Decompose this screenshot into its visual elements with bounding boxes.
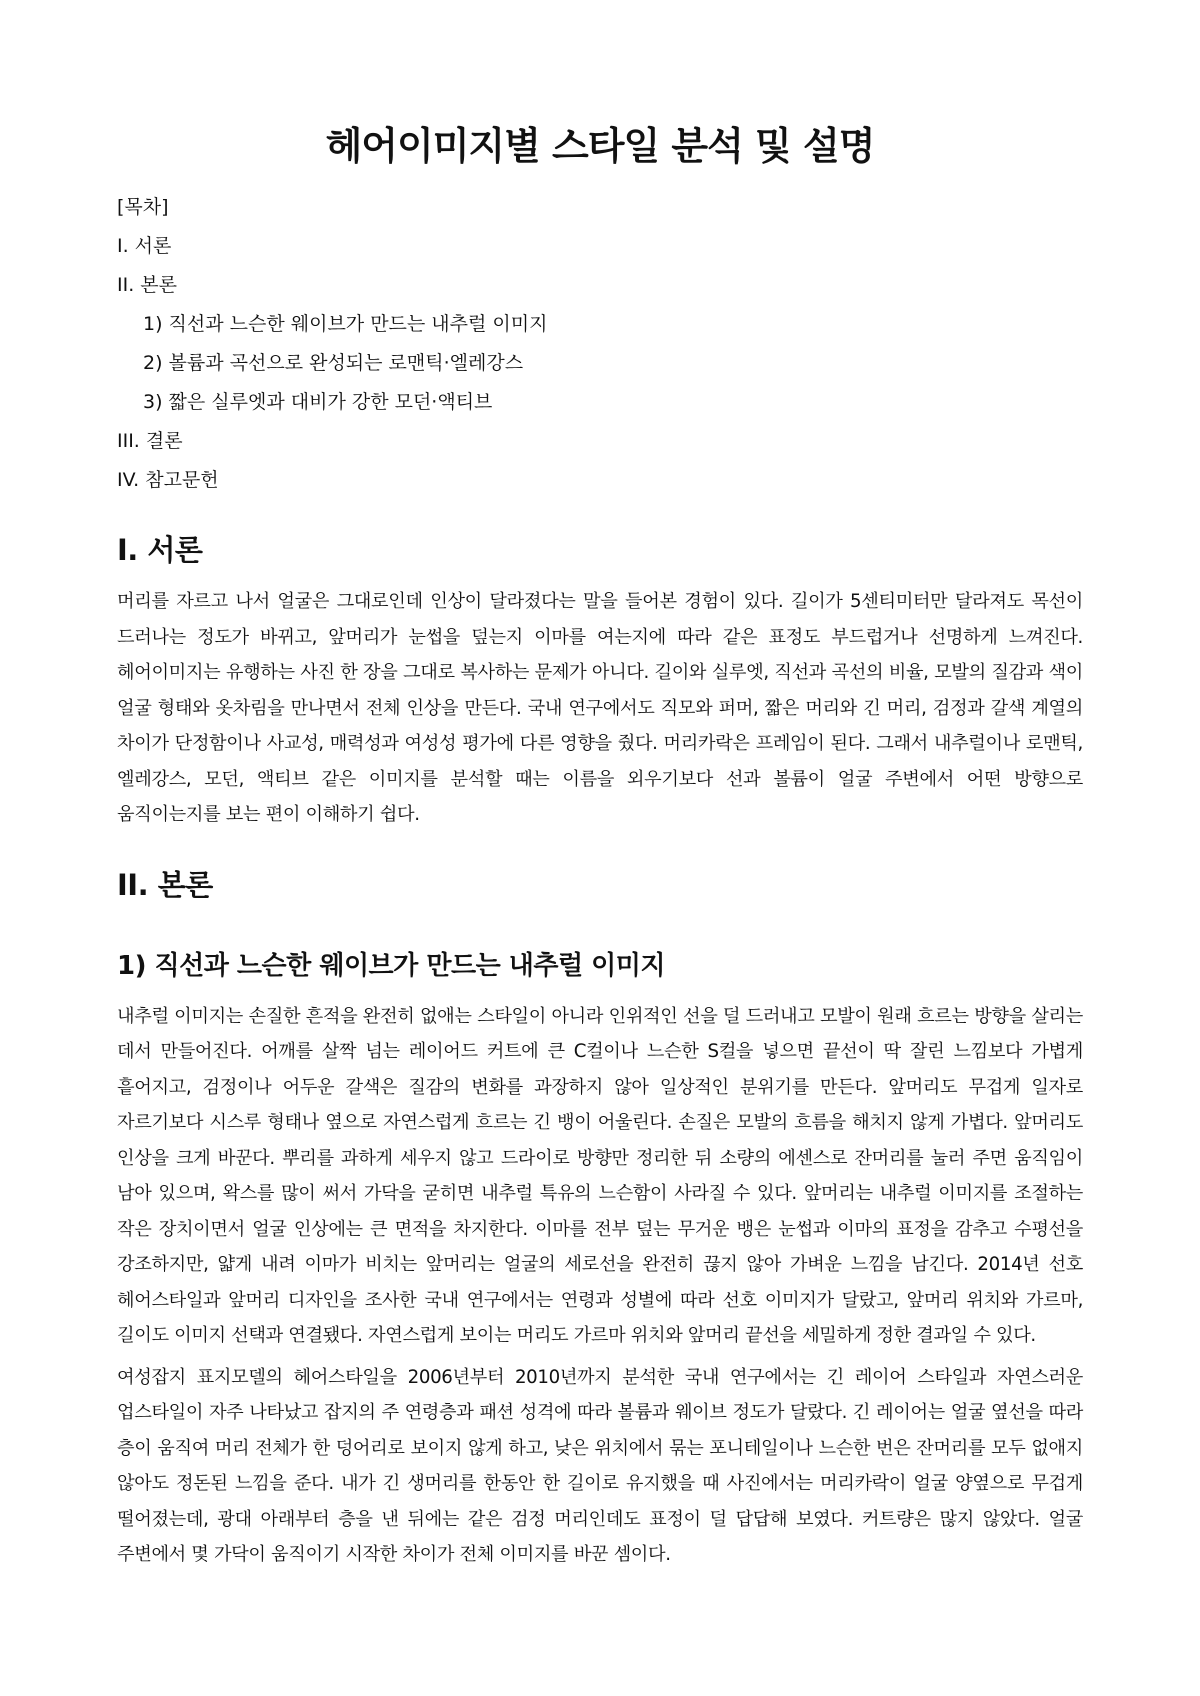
toc-label: [목차]: [117, 196, 169, 218]
intro-paragraph: 머리를 자르고 나서 얼굴은 그대로인데 인상이 달라졌다는 말을 들어본 경험이 있다. 길이가 5센티미터만 달라져도 목선이 드러나는 정도가 바뀌고, 앞머리가 눈썹을 덮는지 이마를 여는지에 따라 같은 표정도 부드럽거나 선명하게 느껴진다. 헤어이미지는 유행하는 사진 한 장을 그대로 복사하는 문제가 아니다. 길이와 실루엣, 직선과 곡선의 비율, 모발의 질감과 색이 얼굴 형태와 옷차림을 만나면서 전체 인상을 만든다. 국내 연구에서도 직모와 퍼머, 짧은 머리와 긴 머리, 검정과 갈색 계열의 차이가 단정함이나 사교성, 매력성과 여성성 평가에 다른 영향을 줬다. 머리카락은 프레임이 된다. 그래서 내추럴이나 로맨틱, 엘레강스, 모던, 액티브 같은 이미지를 분석할 때는 이름을 외우기보다 선과 볼륨이 얼굴 주변에서 어떤 방향으로 움직이는지를 보는 편이 이해하기 쉽다.: [117, 591, 1083, 825]
body-heading: II. 본론: [117, 867, 213, 902]
natural-image-paragraph-2: 여성잡지 표지모델의 헤어스타일을 2006년부터 2010년까지 분석한 국내 연구에서는 긴 레이어 스타일과 자연스러운 업스타일이 자주 나타났고 잡지의 주 연령층과 패션 성격에 따라 볼륨과 웨이브 정도가 달랐다. 긴 레이어는 얼굴 옆선을 따라 층이 움직여 머리 전체가 한 덩어리로 보이지 않게 하고, 낮은 위치에서 묶는 포니테일이나 느슨한 번은 잔머리를 모두 없애지 않아도 정돈된 느낌을 준다. 내가 긴 생머리를 한동안 한 길이로 유지했을 때 사진에서는 머리카락이 얼굴 양옆으로 무겁게 떨어졌는데, 광대 아래부터 층을 낸 뒤에는 같은 검정 머리인데도 표정이 덜 답답해 보였다. 커트량은 많지 않았다. 얼굴 주변에서 몇 가닥이 움직이기 시작한 차이가 전체 이미지를 바꾼 셈이다.: [117, 1366, 1083, 1565]
toc-item-intro: I. 서론: [117, 235, 172, 257]
natural-image-paragraph-1: 내추럴 이미지는 손질한 흔적을 완전히 없애는 스타일이 아니라 인위적인 선을 덜 드러내고 모발이 원래 흐르는 방향을 살리는 데서 만들어진다. 어깨를 살짝 넘는 레이어드 커트에 큰 C컬이나 느슨한 S컬을 넣으면 끝선이 딱 잘린 느낌보다 가볍게 흩어지고, 검정이나 어두운 갈색은 질감의 변화를 과장하지 않아 일상적인 분위기를 만든다. 앞머리도 무겁게 일자로 자르기보다 시스루 형태나 옆으로 자연스럽게 흐르는 긴 뱅이 어울린다. 손질은 모발의 흐름을 해치지 않게 가볍다. 앞머리도 인상을 크게 바꾼다. 뿌리를 과하게 세우지 않고 드라이로 방향만 정리한 뒤 소량의 에센스로 잔머리를 눌러 주면 움직임이 남아 있으며, 왁스를 많이 써서 가닥을 굳히면 내추럴 특유의 느슨함이 사라질 수 있다. 앞머리는 내추럴 이미지를 조절하는 작은 장치이면서 얼굴 인상에는 큰 면적을 차지한다. 이마를 전부 덮는 무거운 뱅은 눈썹과 이마의 표정을 감추고 수평선을 강조하지만, 얇게 내려 이마가 비치는 앞머리는 얼굴의 세로선을 완전히 끊지 않아 가벼운 느낌을 남긴다. 2014년 선호 헤어스타일과 앞머리 디자인을 조사한 국내 연구에서는 연령과 성별에 따라 선호 이미지가 달랐고, 앞머리 위치와 가르마, 길이도 이미지 선택과 연결됐다. 자연스럽게 보이는 머리도 가르마 위치와 앞머리 끝선을 세밀하게 정한 결과일 수 있다.: [117, 1005, 1083, 1346]
document-title: 헤어이미지별 스타일 분석 및 설명: [325, 124, 875, 168]
toc-item-body-1: 1) 직선과 느슨한 웨이브가 만드는 내추럴 이미지: [143, 313, 548, 335]
toc-item-references: IV. 참고문헌: [117, 469, 219, 491]
natural-image-heading: 1) 직선과 느슨한 웨이브가 만드는 내추럴 이미지: [117, 950, 665, 981]
intro-heading: I. 서론: [117, 533, 203, 567]
toc-item-body: II. 본론: [117, 274, 177, 296]
toc-item-body-3: 3) 짧은 실루엣과 대비가 강한 모던·액티브: [143, 391, 493, 413]
table-of-contents: [117, 188, 1083, 500]
toc-item-body-2: 2) 볼륨과 곡선으로 완성되는 로맨틱·엘레강스: [143, 352, 524, 374]
toc-item-conclusion: III. 결론: [117, 430, 183, 452]
